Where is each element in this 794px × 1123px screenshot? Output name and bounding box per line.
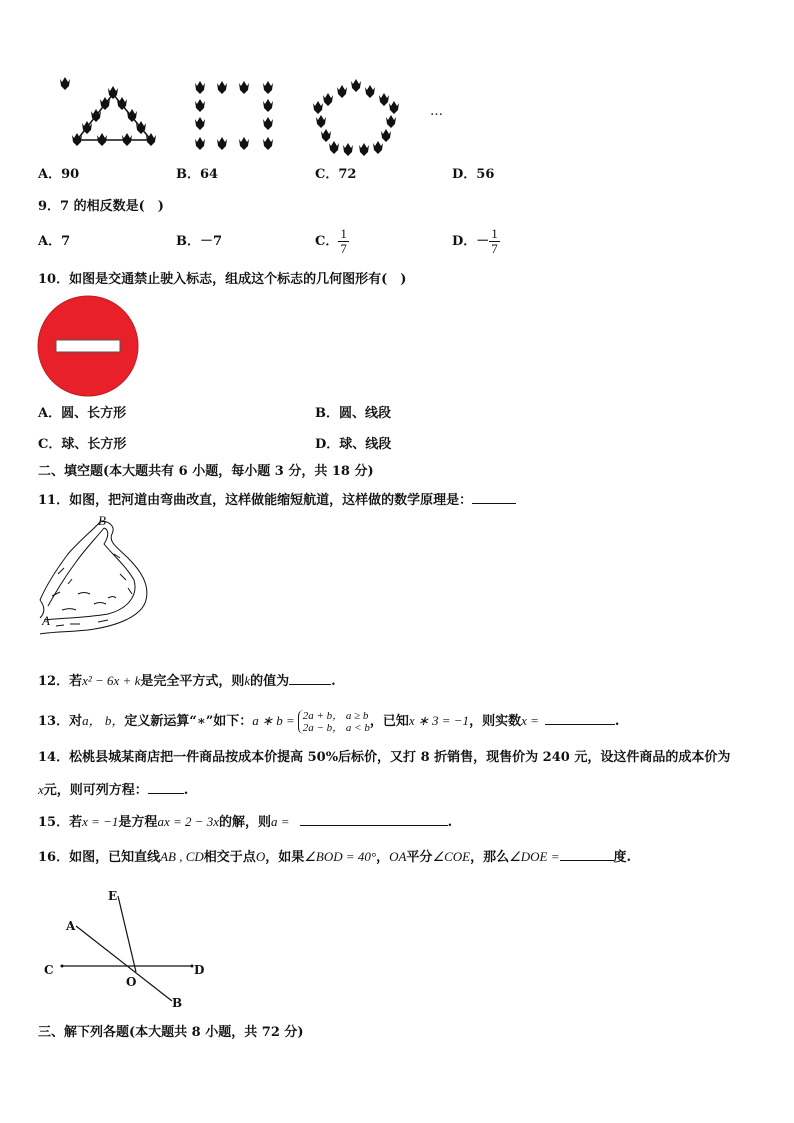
q9-option-d [452, 224, 500, 260]
river-label-b: B [98, 513, 106, 528]
river-label-a: A [42, 613, 50, 628]
q10-option-a: A．圆、长方形 [38, 406, 127, 421]
section2-heading: 二、填空题(本大题共有 6 小题，每小题 3 分，共 18 分) [38, 464, 374, 479]
q16-answer-blank[interactable] [560, 848, 614, 861]
fig-label-c: C [44, 963, 54, 977]
intersecting-lines-figure [42, 886, 212, 1011]
fig-label-o: O [126, 975, 137, 989]
fig-label-d: D [194, 963, 205, 977]
q12-expression: x² − 6x + k [82, 673, 141, 688]
q13-question: 13．对a， b，定义新运算“∗”如下：a ∗ b = 2a + b， a ≥ b 2a − b， a < b ，已知x ∗ 3 = −1，则实数x = . [38, 709, 620, 734]
fig-label-e: E [108, 889, 118, 903]
square-pattern-figure [192, 80, 282, 155]
pattern-ellipsis: … [430, 104, 443, 119]
q12-answer-blank[interactable] [289, 672, 331, 685]
q13-operator-lhs: a ∗ b = [252, 713, 295, 728]
q9-option-c-prefix: C． [315, 234, 339, 249]
q9-option-c [315, 224, 349, 260]
q10-question: 10．如图是交通禁止驶入标志，组成这个标志的几何图形有( ) [38, 272, 407, 287]
q9-option-d-prefix: D．－ [452, 234, 490, 249]
q14-line1: 14．松桃县城某商店把一件商品按成本价提高 50%后标价，又打 8 折销售，现售价为 240 元，设这件商品的成本价为 [38, 750, 731, 765]
q10-option-c: C．球、长方形 [38, 437, 127, 452]
q14-line2: x元，则可列方程： . [38, 782, 189, 798]
fig-label-b: B [172, 996, 183, 1010]
q8-option-b: B．64 [176, 167, 219, 182]
q9-option-c-fraction: $\frac{1}{7}$ [340, 226, 347, 256]
section3-heading: 三、解下列各题(本大题共 8 小题，共 72 分) [38, 1025, 304, 1040]
q16-question: 16．如图，已知直线AB , CD相交于点O，如果∠BOD = 40°，OA平分∠COE，那么∠DOE = 度. [38, 849, 632, 865]
fig-label-a: A [66, 919, 76, 933]
q8-option-a: A．90 [38, 167, 80, 182]
line-ab [76, 926, 172, 1001]
q15-question: 15．若x = −1是方程ax = 2 − 3x的解，则a = . [38, 814, 453, 830]
pentagon-pattern-figure [308, 78, 408, 158]
q9-question: 9．7 的相反数是( ) [38, 199, 164, 214]
q8-option-c: C．72 [315, 167, 357, 182]
river-figure [38, 514, 158, 639]
q9-option-b: B．－7 [176, 234, 223, 249]
q11-question: 11．如图，把河道由弯曲改直，这样做能缩短航道，这样做的数学原理是： [38, 491, 516, 509]
q13-answer-blank[interactable] [545, 712, 615, 725]
q10-option-d: D．球、线段 [315, 437, 392, 452]
q14-answer-blank[interactable] [148, 781, 184, 794]
q10-option-b: B．圆、线段 [315, 406, 391, 421]
no-entry-sign-icon [36, 294, 140, 398]
q15-answer-blank[interactable] [300, 813, 448, 826]
q8-option-d: D．56 [452, 167, 495, 182]
triangle-pattern-figure [65, 84, 165, 154]
q12-question: 12．若x² − 6x + k是完全平方式，则k的值为 . [38, 673, 336, 689]
q9-option-a: A．7 [38, 234, 71, 249]
q13-piecewise: 2a + b， a ≥ b 2a − b， a < b [298, 710, 370, 734]
q9-option-d-fraction: $\frac{1}{7}$ [491, 226, 498, 256]
q11-answer-blank[interactable] [472, 491, 516, 504]
